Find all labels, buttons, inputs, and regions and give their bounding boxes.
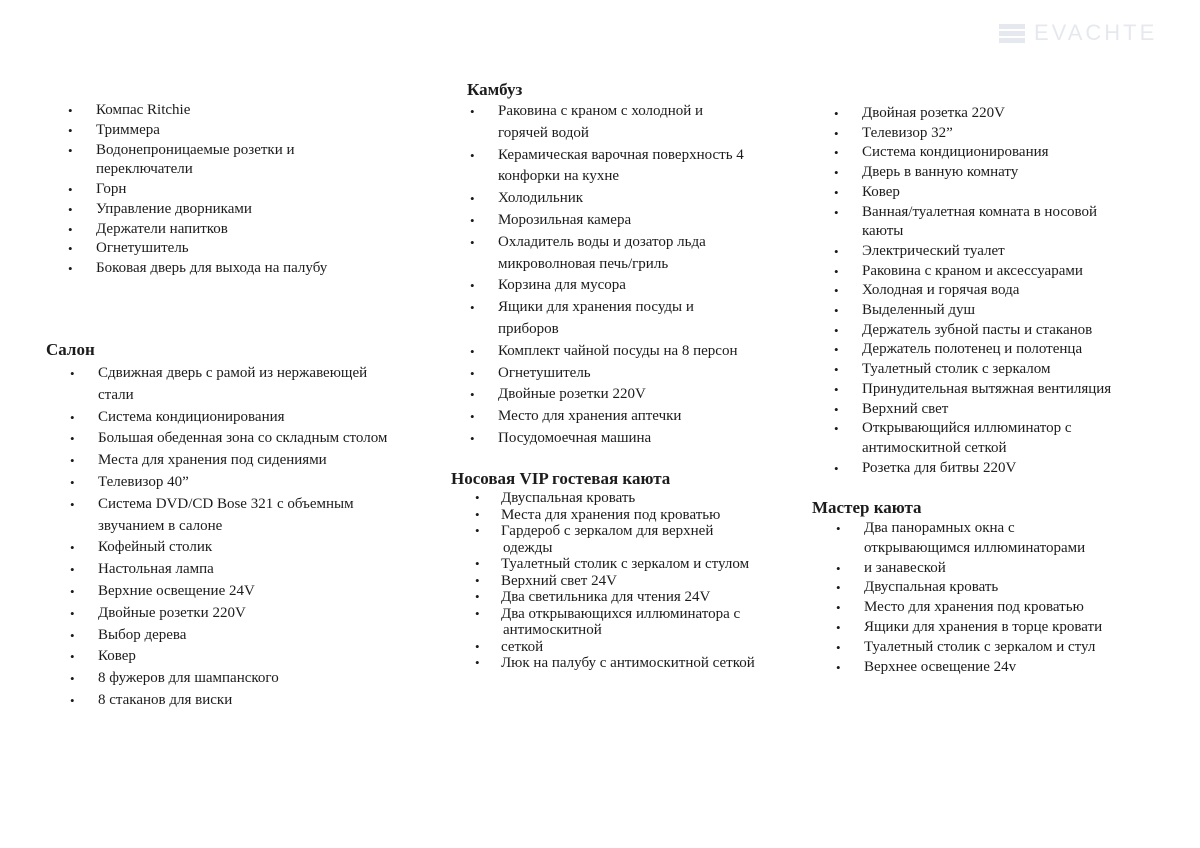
- list-item: • Водонепроницаемые розетки и: [44, 141, 327, 161]
- list-item: • Верхний свет: [810, 400, 1111, 420]
- equipment-list-cabin: [810, 104, 1111, 478]
- list-item-continuation: открывающимся иллюминаторами: [864, 539, 1086, 556]
- list-item-continuation: каюты: [862, 223, 904, 240]
- watermark-logo: [998, 20, 1157, 46]
- section-master-cabin: [812, 497, 1102, 677]
- list-item-continuation: горячей водой: [498, 124, 589, 141]
- list-item: • Ящики для хранения в торце кровати: [812, 618, 1102, 638]
- list-item: • 8 фужеров для шампанского: [46, 668, 387, 690]
- list-item: • Ковер: [810, 183, 1111, 203]
- list-item-continuation: антимоскитной: [503, 622, 602, 638]
- list-item: • Керамическая варочная поверхность 4: [446, 145, 744, 167]
- list-item: • Держатель зубной пасты и стаканов: [810, 321, 1111, 341]
- list-item: • Система кондиционирования: [46, 407, 387, 429]
- list-item: • Морозильная камера: [446, 210, 744, 232]
- list-item-continuation: приборов: [498, 320, 559, 337]
- list-item: • Розетка для битвы 220V: [810, 459, 1111, 479]
- list-item: • Верхнее освещение 24v: [812, 658, 1102, 678]
- list-item: • Ковер: [46, 646, 387, 668]
- list-item: • Огнетушитель: [446, 363, 744, 385]
- list-item: • Двойная розетка 220V: [810, 104, 1111, 124]
- list-item: • Выделенный душ: [810, 301, 1111, 321]
- list-item: • Раковина с краном и аксессуарами: [810, 262, 1111, 282]
- list-item: • Корзина для мусора: [446, 275, 744, 297]
- list-item: • Места для хранения под кроватью: [451, 507, 755, 524]
- list-item: • Посудомоечная машина: [446, 428, 744, 450]
- list-item: • Система кондиционирования: [810, 143, 1111, 163]
- list-item-continuation: конфорки на кухне: [498, 168, 620, 185]
- section-salon: [46, 339, 387, 712]
- list-item: • Ванная/туалетная комната в носовой: [810, 203, 1111, 223]
- list-item: • Система DVD/CD Bose 321 с объемным: [46, 494, 387, 516]
- list-item: • Телевизор 32”: [810, 124, 1111, 144]
- logo-icon: [998, 22, 1028, 44]
- list-item: • Дверь в ванную комнату: [810, 163, 1111, 183]
- list-item: • Электрический туалет: [810, 242, 1111, 262]
- list-item: • Боковая дверь для выхода на палубу: [44, 259, 327, 279]
- list-item: • Раковина с краном с холодной и: [446, 101, 744, 123]
- list-item-continuation: переключатели: [96, 161, 193, 178]
- list-item: • Компас Ritchie: [44, 101, 327, 121]
- list-item: • Большая обеденная зона со складным столом: [46, 428, 387, 450]
- list-item: • Кофейный столик: [46, 537, 387, 559]
- list-item: • Туалетный столик с зеркалом и стулом: [451, 556, 755, 573]
- list-item: • и занавеской: [812, 559, 1102, 579]
- list-item: • Держатели напитков: [44, 220, 327, 240]
- list-item: • 8 стаканов для виски: [46, 690, 387, 712]
- list-item-continuation: одежды: [503, 539, 553, 556]
- list-item: • Телевизор 40”: [46, 472, 387, 494]
- section-heading: Салон: [46, 340, 95, 359]
- list-item: • Верхние освещение 24V: [46, 581, 387, 603]
- list-item: • Два светильника для чтения 24V: [451, 589, 755, 606]
- list-item: • Туалетный столик с зеркалом: [810, 360, 1111, 380]
- list-item: • Управление дворниками: [44, 200, 327, 220]
- list-item: • Гардероб с зеркалом для верхней: [451, 523, 755, 540]
- list-item: • Открывающийся иллюминатор с: [810, 419, 1111, 439]
- list-item: • Триммера: [44, 121, 327, 141]
- list-item: • Двойные розетки 220V: [446, 384, 744, 406]
- section-heading: Носовая VIP гостевая каюта: [451, 469, 671, 488]
- section-heading: Мастер каюта: [812, 498, 922, 517]
- list-item: • сеткой: [451, 639, 755, 656]
- list-item-continuation: антимоскитной сеткой: [862, 439, 1007, 456]
- list-item: • Люк на палубу с антимоскитной сеткой: [451, 655, 755, 672]
- list-item-continuation: микроволновая печь/гриль: [498, 255, 669, 272]
- list-item: • Держатель полотенец и полотенца: [810, 340, 1111, 360]
- section-galley: [446, 79, 744, 450]
- list-item-continuation: стали: [98, 386, 134, 403]
- list-item: • Огнетушитель: [44, 239, 327, 259]
- list-item: • Двуспальная кровать: [812, 578, 1102, 598]
- list-item: • Горн: [44, 180, 327, 200]
- list-item: • Туалетный столик с зеркалом и стул: [812, 638, 1102, 658]
- list-item: • Холодильник: [446, 188, 744, 210]
- list-item: • Место для хранения под кроватью: [812, 598, 1102, 618]
- equipment-list-helm: [44, 101, 327, 279]
- list-item: • Холодная и горячая вода: [810, 281, 1111, 301]
- list-item: • Настольная лампа: [46, 559, 387, 581]
- section-heading: Камбуз: [467, 80, 523, 99]
- list-item: • Принудительная вытяжная вентиляция: [810, 380, 1111, 400]
- list-item: • Выбор дерева: [46, 625, 387, 647]
- list-item: • Охладитель воды и дозатор льда: [446, 232, 744, 254]
- list-item: • Места для хранения под сидениями: [46, 450, 387, 472]
- list-item: • Двуспальная кровать: [451, 490, 755, 507]
- watermark-text: EVACHTE: [1034, 20, 1158, 45]
- list-item: • Двойные розетки 220V: [46, 603, 387, 625]
- list-item: • Два открывающихся иллюминатора с: [451, 606, 755, 623]
- section-vip-cabin: [451, 468, 755, 672]
- list-item: • Два панорамных окна с: [812, 519, 1102, 539]
- list-item: • Верхний свет 24V: [451, 573, 755, 590]
- list-item: • Место для хранения аптечки: [446, 406, 744, 428]
- list-item-continuation: звучанием в салоне: [98, 517, 223, 534]
- list-item: • Комплект чайной посуды на 8 персон: [446, 341, 744, 363]
- list-item: • Ящики для хранения посуды и: [446, 297, 744, 319]
- list-item: • Сдвижная дверь с рамой из нержавеющей: [46, 363, 387, 385]
